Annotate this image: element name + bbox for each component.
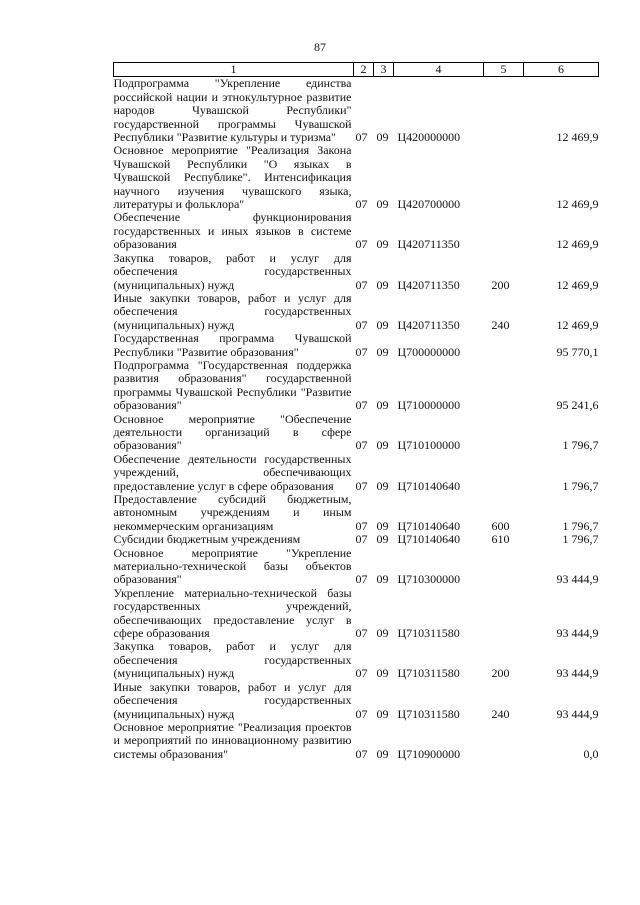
row-expense-type-cell: 610: [491, 532, 510, 547]
row-section-cell: 07: [355, 344, 368, 359]
row-section-cell: 07: [355, 277, 368, 292]
row-section-cell: 07: [355, 398, 368, 413]
row-name-cell: Укрепление материально-технической базы государственных учреждений, обеспечивающих предоставление услуг в сфере образования: [113, 585, 352, 641]
row-target-article-cell: Ц420700000: [397, 197, 461, 212]
table-row: [114, 292, 599, 332]
row-expense-type-cell: [484, 77, 524, 145]
row-target-article-cell: Ц420711350: [397, 277, 460, 292]
row-target-article-cell: Ц710140640: [397, 478, 461, 493]
row-section-cell: 07: [355, 572, 368, 587]
table-row: [114, 533, 599, 546]
row-amount-cell: 95 770,1: [556, 344, 599, 359]
row-section-cell: 07: [355, 197, 368, 212]
table-row: [114, 587, 599, 641]
row-section-cell: 07: [355, 130, 368, 145]
row-expense-type-cell: [484, 211, 524, 251]
row-subsection-cell: 09: [376, 626, 389, 641]
row-subsection-cell: 09: [376, 398, 389, 413]
row-expense-type-cell: [484, 359, 524, 413]
row-expense-type-cell: [484, 453, 524, 493]
table-row: [114, 547, 599, 587]
row-expense-type-cell: 240: [491, 706, 510, 721]
row-name-cell: Основное мероприятие "Реализация Закона Чувашской Республики "О языках в Чувашской Республике". Интенсификация научного изучения чувашского языка, литературы и фольклора": [113, 143, 352, 212]
row-name-cell: Основное мероприятие "Укрепление материально-технической базы объектов образования": [113, 545, 352, 587]
row-amount-cell: 12 469,9: [556, 130, 599, 145]
row-subsection-cell: 09: [376, 317, 389, 332]
header-col-2: 2: [354, 63, 374, 77]
row-target-article-cell: Ц420711350: [397, 317, 460, 332]
row-name-cell: Обеспечение деятельности государственных учреждений, обеспечивающих предоставление услуг в сфере образования: [113, 451, 352, 493]
row-target-article-cell: Ц710900000: [397, 746, 461, 761]
page-number: 87: [314, 40, 326, 54]
row-subsection-cell: 09: [376, 197, 389, 212]
row-amount-cell: 12 469,9: [556, 317, 599, 332]
row-section-cell: 07: [355, 237, 368, 252]
row-name-cell: Предоставление субсидий бюджетным, автономным учреждениям и иным некоммерческим организациям: [113, 492, 352, 533]
row-amount-cell: 95 241,6: [556, 398, 599, 413]
row-target-article-cell: Ц700000000: [397, 344, 461, 359]
row-name-cell: Закупка товаров, работ и услуг для обеспечения государственных (муниципальных) нужд: [113, 639, 352, 681]
row-expense-type-cell: [484, 587, 524, 641]
table-body: [114, 77, 599, 761]
row-target-article-cell: Ц710140640: [397, 532, 461, 547]
row-section-cell: 07: [355, 518, 368, 533]
header-col-6: 6: [524, 63, 599, 77]
row-expense-type-cell: [484, 332, 524, 359]
row-amount-cell: 1 796,7: [562, 478, 599, 493]
table-row: [114, 359, 599, 413]
row-subsection-cell: 09: [376, 237, 389, 252]
table-row: [114, 77, 599, 145]
table-row: [114, 493, 599, 533]
row-section-cell: 07: [355, 746, 368, 761]
row-amount-cell: 93 444,9: [556, 666, 599, 681]
table-header: [114, 63, 599, 77]
table-row: [114, 453, 599, 493]
row-section-cell: 07: [355, 317, 368, 332]
row-name-cell: Закупка товаров, работ и услуг для обеспечения государственных (муниципальных) нужд: [113, 250, 352, 292]
header-col-5: 5: [484, 63, 524, 77]
row-target-article-cell: Ц420000000: [397, 130, 461, 145]
row-subsection-cell: 09: [376, 130, 389, 145]
row-amount-cell: 1 796,7: [562, 438, 599, 453]
table-row: [114, 721, 599, 761]
row-amount-cell: 1 796,7: [562, 532, 599, 547]
row-expense-type-cell: 240: [491, 317, 510, 332]
row-amount-cell: 12 469,9: [556, 197, 599, 212]
row-amount-cell: 12 469,9: [556, 277, 599, 292]
row-amount-cell: 12 469,9: [556, 237, 599, 252]
row-expense-type-cell: [484, 144, 524, 211]
row-amount-cell: 1 796,7: [562, 518, 599, 533]
row-target-article-cell: Ц710311580: [397, 626, 460, 641]
row-section-cell: 07: [355, 438, 368, 453]
row-section-cell: 07: [355, 478, 368, 493]
budget-table: [113, 62, 599, 761]
table-row: [114, 144, 599, 211]
row-subsection-cell: 09: [376, 438, 389, 453]
row-subsection-cell: 09: [376, 518, 389, 533]
row-target-article-cell: Ц710140640: [397, 518, 461, 533]
row-subsection-cell: 09: [376, 344, 389, 359]
table-row: [114, 640, 599, 680]
row-name-cell: Обеспечение функционирования государственных и иных языков в системе образования: [113, 210, 352, 252]
row-name-cell: Основное мероприятие "Реализация проектов и мероприятий по инновационному развитию системы образования": [113, 719, 352, 761]
row-subsection-cell: 09: [376, 746, 389, 761]
row-target-article-cell: Ц710311580: [397, 666, 460, 681]
table-row: [114, 211, 599, 251]
row-subsection-cell: 09: [376, 572, 389, 587]
row-name-cell: Основное мероприятие "Обеспечение деятельности организаций в сфере образования": [113, 411, 352, 453]
table-row: [114, 332, 599, 359]
row-amount-cell: 93 444,9: [556, 572, 599, 587]
row-name-cell: Подпрограмма "Укрепление единства российской нации и этнокультурное развитие народов Чувашской Республики" государственной программы Чувашской Республики "Развитие культуры и туризма": [113, 76, 352, 145]
row-expense-type-cell: 200: [491, 277, 510, 292]
row-name-cell: Подпрограмма "Государственная поддержка развития образования" государственной программы Чувашской Республики "Развитие образования": [113, 357, 352, 413]
header-row: [114, 63, 599, 77]
row-expense-type-cell: 200: [491, 666, 510, 681]
row-amount-cell: 93 444,9: [556, 626, 599, 641]
header-col-4: 4: [394, 63, 484, 77]
row-target-article-cell: Ц710100000: [397, 438, 461, 453]
row-subsection-cell: 09: [376, 478, 389, 493]
row-expense-type-cell: [484, 413, 524, 453]
row-target-article-cell: Ц710311580: [397, 706, 460, 721]
row-amount-cell: 0,0: [583, 746, 599, 761]
row-section-cell: 07: [355, 706, 368, 721]
table-row: [114, 413, 599, 453]
row-target-article-cell: Ц710000000: [397, 398, 461, 413]
row-name-cell: Субсидии бюджетным учреждениям: [113, 532, 301, 547]
row-section-cell: 07: [355, 626, 368, 641]
row-subsection-cell: 09: [376, 666, 389, 681]
row-expense-type-cell: [484, 547, 524, 587]
header-col-3: 3: [374, 63, 394, 77]
row-amount-cell: 93 444,9: [556, 706, 599, 721]
row-subsection-cell: 09: [376, 706, 389, 721]
header-col-1: 1: [114, 63, 354, 77]
row-section-cell: 07: [355, 532, 368, 547]
row-name-cell: Государственная программа Чувашской Республики "Развитие образования": [113, 331, 352, 359]
row-name-cell: Иные закупки товаров, работ и услуг для обеспечения государственных (муниципальных) нужд: [113, 679, 352, 721]
row-expense-type-cell: 600: [491, 518, 510, 533]
row-subsection-cell: 09: [376, 277, 389, 292]
table-row: [114, 681, 599, 721]
row-expense-type-cell: [484, 721, 524, 761]
row-subsection-cell: 09: [376, 532, 389, 547]
table-row: [114, 252, 599, 292]
row-name-cell: Иные закупки товаров, работ и услуг для обеспечения государственных (муниципальных) нужд: [113, 290, 352, 332]
row-target-article-cell: Ц420711350: [397, 237, 460, 252]
row-target-article-cell: Ц710300000: [397, 572, 461, 587]
row-section-cell: 07: [355, 666, 368, 681]
